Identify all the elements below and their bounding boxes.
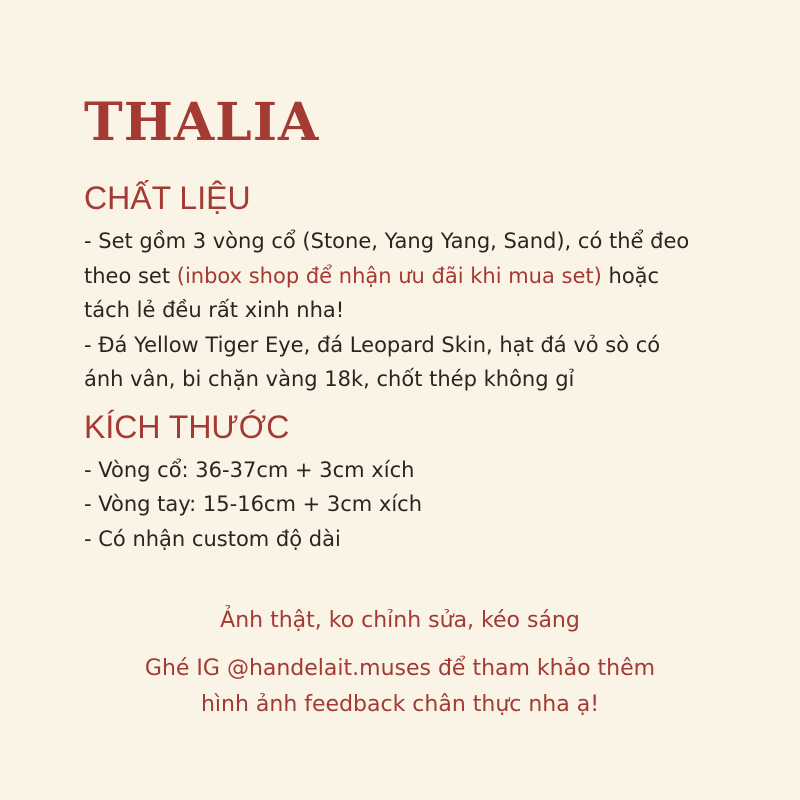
material-line-2 <box>84 259 744 294</box>
size-item-necklace: - Vòng cổ: 36-37cm + 3cm xích <box>84 457 415 482</box>
promo-note: (inbox shop để nhận ưu đãi khi mua set) <box>176 263 602 288</box>
material-line-3: tách lẻ đều rất xinh nha! <box>84 298 345 322</box>
material-line-5: ánh vân, bi chặn vàng 18k, chốt thép không gỉ <box>84 367 575 391</box>
material-line-2-prefix: theo set <box>84 263 177 288</box>
material-heading: CHẤT LIỆU <box>84 180 251 216</box>
real-photo-note: Ảnh thật, ko chỉnh sửa, kéo sáng <box>220 608 580 633</box>
size-item-bracelet: - Vòng tay: 15-16cm + 3cm xích <box>84 492 423 516</box>
instagram-note: Ghé IG @handelait.muses để tham khảo thêm <box>144 656 656 681</box>
material-line-2-suffix: hoặc <box>601 263 660 288</box>
size-heading: KÍCH THƯỚC <box>84 408 290 445</box>
material-description <box>84 224 744 397</box>
product-info <box>84 88 744 556</box>
size-item-custom: - Có nhận custom độ dài <box>84 526 341 551</box>
material-line-4: - Đá Yellow Tiger Eye, đá Leopard Skin, hạt đá vỏ sò có <box>84 332 661 357</box>
feedback-note: hình ảnh feedback chân thực nha ạ! <box>200 692 600 717</box>
brand-title: THALIA <box>84 92 320 153</box>
footer-notes <box>0 603 800 723</box>
material-line-1: - Set gồm 3 vòng cổ (Stone, Yang Yang, Sand), có thể đeo <box>84 229 690 253</box>
size-list <box>84 453 744 557</box>
